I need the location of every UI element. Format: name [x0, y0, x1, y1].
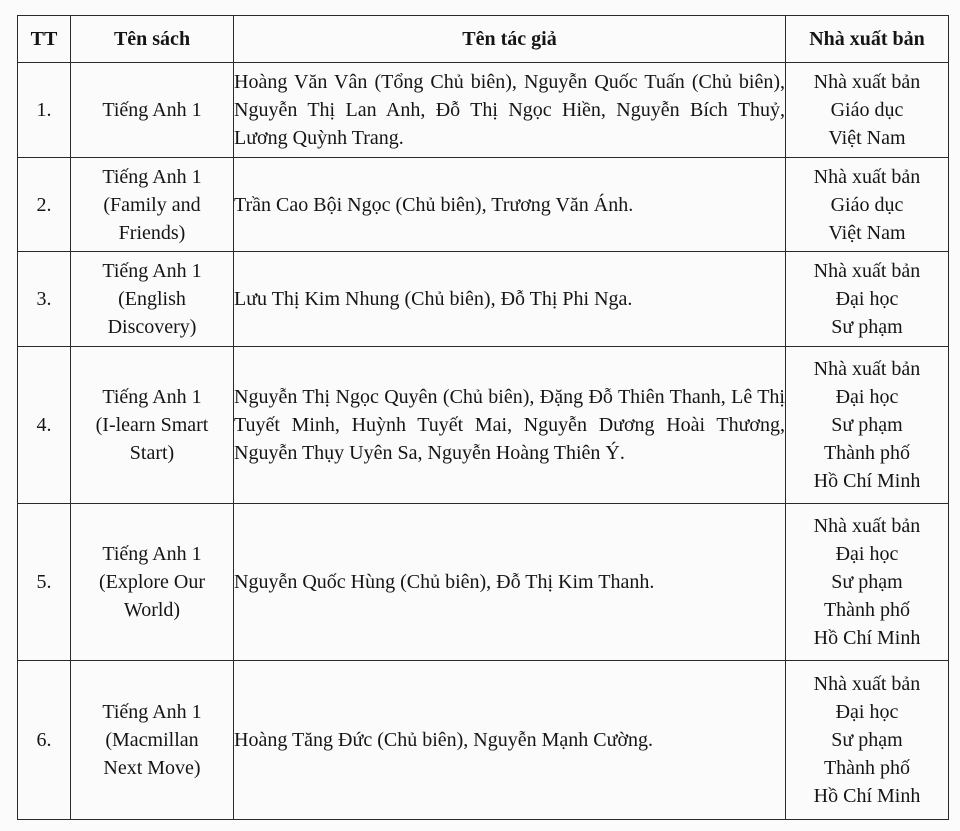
publisher-line: Giáo dục — [830, 193, 904, 216]
publisher-line: Giáo dục — [830, 99, 904, 121]
book-title-line: Discovery) — [107, 316, 197, 338]
table-row — [18, 63, 949, 158]
book-title-cell — [71, 252, 234, 347]
publisher-line: Đại học — [835, 701, 899, 723]
publisher-line: Việt Nam — [828, 127, 906, 149]
publisher-line: Việt Nam — [828, 221, 906, 244]
publisher-line: Hồ Chí Minh — [813, 785, 921, 807]
header-authors: Tên tác giả — [234, 16, 786, 63]
publisher-line: Hồ Chí Minh — [813, 470, 921, 492]
book-title-line: World) — [123, 599, 181, 621]
table-header-row — [18, 16, 949, 63]
publisher-cell — [786, 347, 949, 504]
publisher-line: Đại học — [835, 386, 899, 408]
publisher-line: Sư phạm — [831, 571, 903, 593]
publisher-cell — [786, 252, 949, 347]
authors-cell: Nguyễn Quốc Hùng (Chủ biên), Đỗ Thị Kim Thanh. — [234, 504, 786, 661]
row-number: 5. — [18, 504, 71, 661]
book-title-line: Tiếng Anh 1 — [102, 99, 202, 121]
authors-cell: Lưu Thị Kim Nhung (Chủ biên), Đỗ Thị Phi Nga. — [234, 252, 786, 347]
row-number: 1. — [18, 63, 71, 158]
book-title-line: (Explore Our — [98, 571, 206, 593]
publisher-line: Hồ Chí Minh — [813, 627, 921, 649]
table-row — [18, 661, 949, 820]
table-row — [18, 252, 949, 347]
book-title-line: (Family and — [103, 193, 201, 216]
publisher-line: Sư phạm — [831, 414, 903, 436]
publisher-line: Đại học — [835, 288, 899, 310]
table-row — [18, 504, 949, 661]
publisher-cell — [786, 661, 949, 820]
publisher-line: Nhà xuất bản — [813, 165, 921, 188]
publisher-line: Nhà xuất bản — [813, 358, 921, 380]
row-number: 4. — [18, 347, 71, 504]
book-title-line: Friends) — [118, 221, 186, 244]
book-title-line: Tiếng Anh 1 — [102, 260, 202, 282]
header-book-title: Tên sách — [71, 16, 234, 63]
publisher-line: Nhà xuất bản — [813, 71, 921, 93]
publisher-cell — [786, 504, 949, 661]
publisher-line: Đại học — [835, 543, 899, 565]
book-title-line: Tiếng Anh 1 — [102, 543, 202, 565]
book-title-line: Start) — [129, 442, 175, 464]
header-tt: TT — [18, 16, 71, 63]
publisher-line: Sư phạm — [831, 316, 903, 338]
publisher-line: Thành phố — [823, 757, 911, 779]
authors-cell: Trần Cao Bội Ngọc (Chủ biên), Trương Văn Ánh. — [234, 158, 786, 252]
publisher-line: Nhà xuất bản — [813, 515, 921, 537]
publisher-cell — [786, 158, 949, 252]
publisher-line: Nhà xuất bản — [813, 673, 921, 695]
book-title-line: Tiếng Anh 1 — [102, 386, 202, 408]
authors-cell: Nguyễn Thị Ngọc Quyên (Chủ biên), Đặng Đỗ Thiên Thanh, Lê Thị Tuyết Minh, Huỳnh Tuyết Mai, Nguyễn Dương Hoài Thương, Nguyễn Thụy Uyên Sa, Nguyễn Hoàng Thiên Ý. — [234, 347, 786, 504]
publisher-line: Sư phạm — [831, 729, 903, 751]
book-title-cell — [71, 661, 234, 820]
book-title-cell — [71, 63, 234, 158]
book-title-cell — [71, 347, 234, 504]
textbook-table — [17, 15, 949, 820]
publisher-line: Thành phố — [823, 442, 911, 464]
book-title-line: (Macmillan — [105, 729, 199, 751]
row-number: 3. — [18, 252, 71, 347]
publisher-cell — [786, 63, 949, 158]
book-title-line: (English — [118, 288, 186, 310]
publisher-line: Nhà xuất bản — [813, 260, 921, 282]
table-row — [18, 347, 949, 504]
book-title-line: Tiếng Anh 1 — [102, 701, 202, 723]
book-title-cell — [71, 504, 234, 661]
header-publisher: Nhà xuất bản — [786, 16, 949, 63]
table-row — [18, 158, 949, 252]
row-number: 2. — [18, 158, 71, 252]
book-title-line: (I-learn Smart — [95, 414, 209, 436]
book-title-line: Next Move) — [103, 757, 201, 779]
publisher-line: Thành phố — [823, 599, 911, 621]
book-title-line: Tiếng Anh 1 — [102, 165, 202, 188]
authors-cell: Hoàng Văn Vân (Tổng Chủ biên), Nguyễn Quốc Tuấn (Chủ biên), Nguyễn Thị Lan Anh, Đỗ Thị Ngọc Hiền, Nguyễn Bích Thuỷ, Lương Quỳnh Trang. — [234, 63, 786, 158]
authors-cell: Hoàng Tăng Đức (Chủ biên), Nguyễn Mạnh Cường. — [234, 661, 786, 820]
row-number: 6. — [18, 661, 71, 820]
book-title-cell — [71, 158, 234, 252]
